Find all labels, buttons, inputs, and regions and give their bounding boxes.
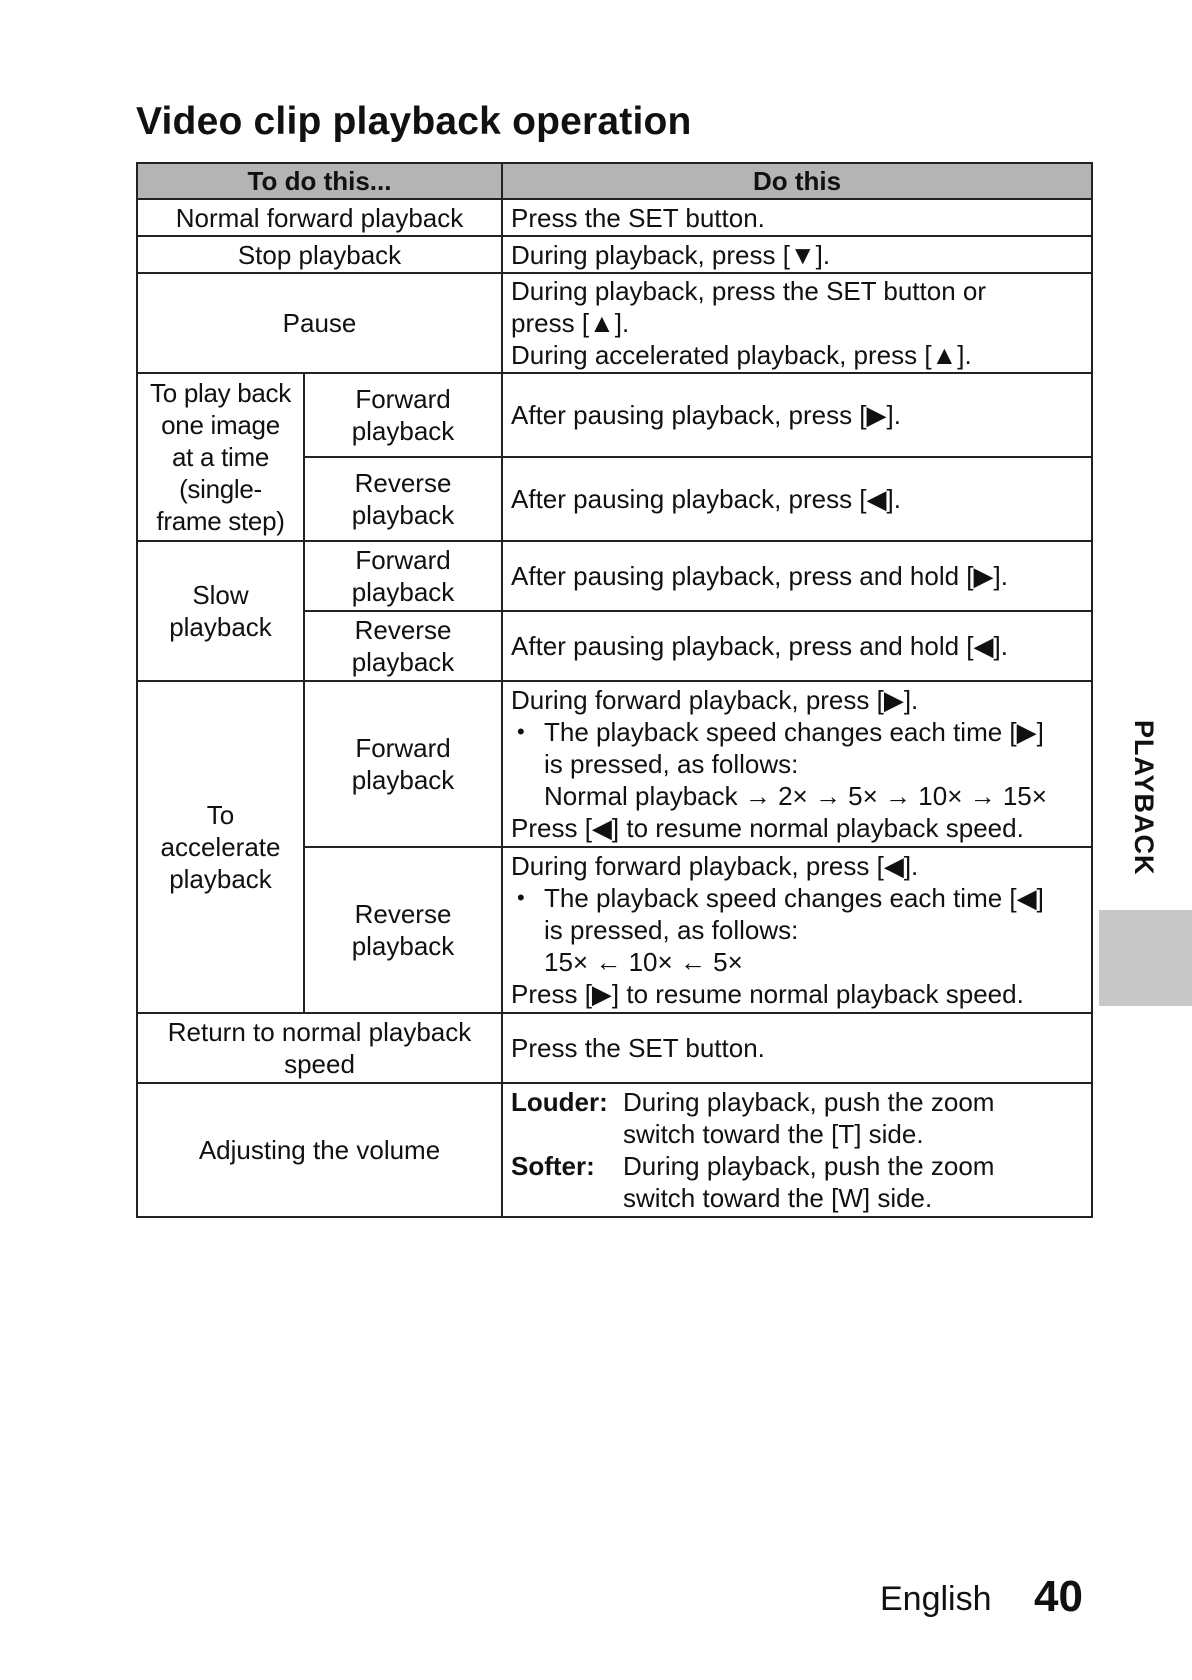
text-line: Press [▶] to resume normal playback speed.	[511, 979, 1024, 1009]
group-label-accelerate	[137, 681, 304, 1013]
text-line: (single-	[179, 474, 262, 504]
text-line: playback	[351, 577, 455, 607]
table-row	[137, 273, 1092, 373]
text-line: Forward	[355, 384, 451, 414]
header-to-do-this: To do this...	[137, 163, 502, 199]
sub-label-forward	[304, 373, 502, 457]
sub-label-reverse	[304, 611, 502, 681]
text-line: During playback, press the SET button or	[511, 276, 987, 306]
text-line: During accelerated playback, press [▲].	[511, 340, 972, 370]
text-line: During forward playback, press [▶].	[511, 685, 919, 715]
row-action	[502, 681, 1092, 847]
sub-label-forward	[304, 681, 502, 847]
row-action: After pausing playback, press [▶].	[502, 373, 1092, 457]
text-line: switch toward the [T] side.	[623, 1119, 924, 1149]
table-header-row	[137, 163, 1092, 199]
group-label-slow	[137, 541, 304, 681]
sub-label-forward	[304, 541, 502, 611]
text-line: playback	[351, 647, 455, 677]
text-line: playback	[351, 931, 455, 961]
row-action: After pausing playback, press [◀].	[502, 457, 1092, 541]
table-row	[137, 681, 1092, 847]
text-line: playback	[169, 864, 272, 894]
text-line: one image	[161, 410, 280, 440]
row-action: After pausing playback, press and hold [▶].	[502, 541, 1092, 611]
text-line: Normal playback → 2× → 5× → 10× → 15×	[544, 781, 1047, 811]
text-line: is pressed, as follows:	[544, 749, 799, 779]
side-tab-marker	[1099, 910, 1192, 1006]
louder-key: Louder:	[511, 1087, 608, 1117]
row-action: After pausing playback, press and hold [◀].	[502, 611, 1092, 681]
text-line: playback	[351, 416, 455, 446]
group-label-single-frame	[137, 373, 304, 541]
text-line: is pressed, as follows:	[544, 915, 799, 945]
row-action: Press the SET button.	[502, 199, 1092, 236]
text-line: speed	[284, 1049, 355, 1079]
text-line: Forward	[355, 545, 451, 575]
row-label: Normal forward playback	[137, 199, 502, 236]
table-row	[137, 236, 1092, 273]
side-tab-label: PLAYBACK	[1129, 720, 1159, 876]
table-row	[137, 373, 1092, 457]
row-action	[502, 847, 1092, 1013]
text-line: During forward playback, press [◀].	[511, 851, 919, 881]
header-do-this: Do this	[502, 163, 1092, 199]
row-label: Stop playback	[137, 236, 502, 273]
text-line: During playback, push the zoom	[623, 1151, 995, 1181]
volume-instructions	[511, 1086, 1083, 1214]
page-title: Video clip playback operation	[136, 100, 692, 143]
page-number: 40	[1034, 1572, 1083, 1621]
text-line: Slow	[192, 580, 249, 610]
text-line: Reverse	[354, 468, 452, 498]
bullet-item: • The playback speed changes each time [◀]	[511, 882, 1083, 914]
text-line: Return to normal playback	[167, 1017, 472, 1047]
text-line: press [▲].	[511, 308, 630, 338]
text-line: playback	[169, 612, 272, 642]
text-line: frame step)	[156, 506, 285, 536]
text-line: To play back	[150, 378, 291, 408]
table-row	[137, 541, 1092, 611]
table-row	[137, 199, 1092, 236]
text-line: To	[206, 800, 235, 830]
row-label: Pause	[137, 273, 502, 373]
table-row	[137, 1013, 1092, 1083]
text-line: playback	[351, 765, 455, 795]
text-line: switch toward the [W] side.	[623, 1183, 933, 1213]
row-label	[137, 1013, 502, 1083]
text-line: During playback, push the zoom	[623, 1087, 995, 1117]
text-line: at a time	[171, 442, 269, 472]
softer-key: Softer:	[511, 1151, 595, 1181]
table-row	[137, 1083, 1092, 1217]
row-action	[502, 273, 1092, 373]
sub-label-reverse	[304, 847, 502, 1013]
footer-language: English	[880, 1580, 992, 1618]
text-line: accelerate	[160, 832, 281, 862]
row-label: Adjusting the volume	[137, 1083, 502, 1217]
text-line: Forward	[355, 733, 451, 763]
row-action	[502, 1083, 1092, 1217]
playback-operations-table	[136, 162, 1093, 1218]
text-line: Press [◀] to resume normal playback speed.	[511, 813, 1024, 843]
text-line: Reverse	[354, 899, 452, 929]
text-line: 15× ← 10× ← 5×	[544, 947, 743, 977]
text-line: Reverse	[354, 615, 452, 645]
text-line: playback	[351, 500, 455, 530]
sub-label-reverse	[304, 457, 502, 541]
bullet-item: • The playback speed changes each time [▶]	[511, 716, 1083, 748]
row-action: During playback, press [▼].	[502, 236, 1092, 273]
row-action: Press the SET button.	[502, 1013, 1092, 1083]
